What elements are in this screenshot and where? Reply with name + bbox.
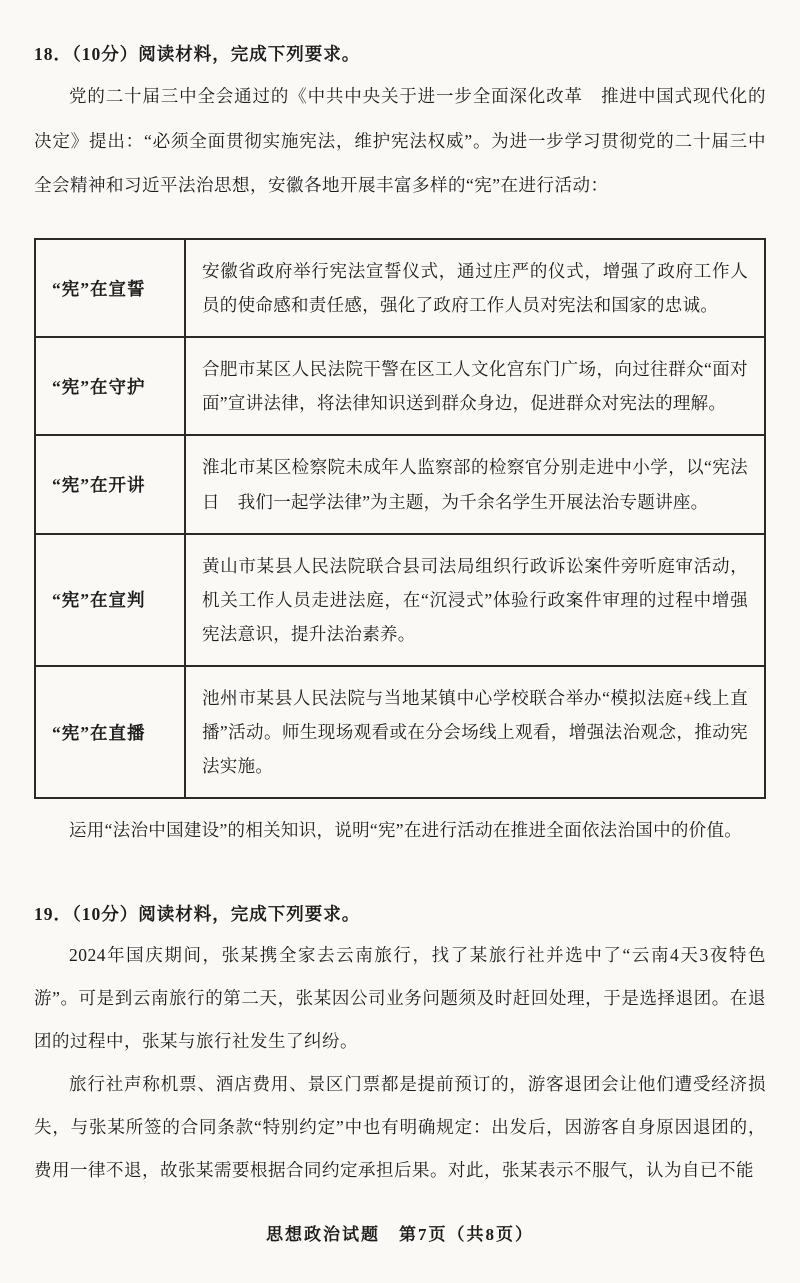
- row-label: “宪”在宣判: [35, 534, 185, 666]
- row-label: “宪”在直播: [35, 666, 185, 798]
- question-18-intro: 党的二十届三中全会通过的《中共中央关于进一步全面深化改革 推进中国式现代化的决定》提出：“必须全面贯彻实施宪法，维护宪法权威”。为进一步学习贯彻党的二十届三中全会精神和习近平法治思想，安徽各地开展丰富多样的“宪”在进行活动：: [34, 86, 766, 196]
- row-content: 安徽省政府举行宪法宣誓仪式，通过庄严的仪式，增强了政府工作人员的使命感和责任感，强化了政府工作人员对宪法和国家的忠诚。: [185, 239, 765, 337]
- question-18-header: 18．（10分）阅读材料，完成下列要求。: [34, 44, 361, 64]
- table-row: [35, 239, 765, 337]
- table-row: [35, 534, 765, 666]
- table-row: [35, 666, 765, 798]
- activities-table: [34, 238, 766, 800]
- row-label: “宪”在宣誓: [35, 239, 185, 337]
- question-19-para1: 2024年国庆期间，张某携全家去云南旅行，找了某旅行社并选中了“云南4天3夜特色游”。可是到云南旅行的第二天，张某因公司业务问题须及时赶回处理，于是选择退团。在退团的过程中，张某与旅行社发生了纠纷。: [34, 945, 766, 1052]
- table-row: [35, 337, 765, 435]
- row-label: “宪”在守护: [35, 337, 185, 435]
- table-row: [35, 435, 765, 533]
- question-19-para2: 旅行社声称机票、酒店费用、景区门票都是提前预订的，游客退团会让他们遭受经济损失，与张某所签的合同条款“特别约定”中也有明确规定：出发后，因游客自身原因退团的，费用一律不退，故张某需要根据合同约定承担后果。对此，张某表示不服气，认为自已不能: [34, 1074, 766, 1180]
- row-content: 池州市某县人民法院与当地某镇中心学校联合举办“模拟法庭+线上直播”活动。师生现场观看或在分会场线上观看，增强法治观念，推动宪法实施。: [185, 666, 765, 798]
- row-content: 合肥市某区人民法院干警在区工人文化宫东门广场，向过往群众“面对面”宣讲法律，将法律知识送到群众身边，促进群众对宪法的理解。: [185, 337, 765, 435]
- question-18-task: 运用“法治中国建设”的相关知识，说明“宪”在进行活动在推进全面依法治国中的价值。: [69, 820, 743, 841]
- row-label: “宪”在开讲: [35, 435, 185, 533]
- page-footer: 思想政治试题 第7页（共8页）: [266, 1225, 534, 1244]
- row-content: 淮北市某区检察院未成年人监察部的检察官分别走进中小学，以“宪法日 我们一起学法律”为主题，为千余名学生开展法治专题讲座。: [185, 435, 765, 533]
- question-19-block: [34, 900, 766, 1191]
- row-content: 黄山市某县人民法院联合县司法局组织行政诉讼案件旁听庭审活动，机关工作人员走进法庭，在“沉浸式”体验行政案件审理的过程中增强宪法意识，提升法治素养。: [185, 534, 765, 666]
- question-19-header: 19．（10分）阅读材料，完成下列要求。: [34, 904, 361, 925]
